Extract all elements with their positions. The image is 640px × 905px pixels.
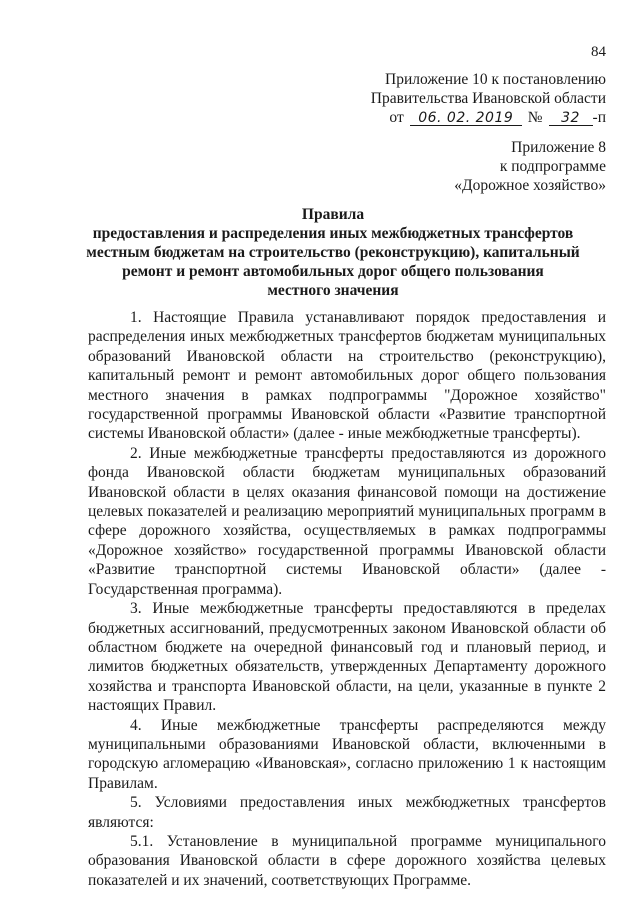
sub-appendix-line: Приложение 8 xyxy=(511,139,606,156)
number-label: № xyxy=(527,109,543,126)
paragraph-3: 3. Иные межбюджетные трансферты предоставляются в пределах бюджетных ассигнований, предусмотренных законом Ивановской области об областном бюджете на очередной финансовый год и плановый период, и лимитов бюджетных обязательств, утвержденных Департаменту дорожного хозяйства и транспорта Ивановской области, на цели, указанные в пункте 2 настоящих Правил. xyxy=(88,600,606,715)
appendix-line: Приложение 10 к постановлению xyxy=(385,71,606,88)
sub-appendix-line: к подпрограмме xyxy=(499,158,606,175)
appendix-header xyxy=(371,70,606,127)
title-line: местного значения xyxy=(267,282,399,299)
page-number: 84 xyxy=(591,44,606,60)
number-suffix: -п xyxy=(592,109,606,126)
paragraph-4: 4. Иные межбюджетные трансферты распределяются между муниципальными образованиями Ивановской области, включенными в городскую агломерацию «Ивановская», согласно приложению 1 к настоящим Правилам. xyxy=(88,716,606,792)
handwritten-number: 32 xyxy=(549,111,593,126)
document-body xyxy=(88,308,606,890)
title-line: предоставления и распределения иных межбюджетных трансфертов xyxy=(92,225,574,242)
sub-appendix-header xyxy=(454,138,606,195)
title-line: ремонт и ремонт автомобильных дорог общего пользования xyxy=(122,263,544,280)
from-label: от xyxy=(389,109,404,126)
sub-appendix-line: «Дорожное хозяйство» xyxy=(454,177,606,194)
decree-date-line xyxy=(371,108,606,127)
title-line: Правила xyxy=(301,206,365,223)
title-line: местным бюджетам на строительство (реконструкцию), капитальный xyxy=(86,244,580,261)
paragraph-5-1: 5.1. Установление в муниципальной программе муниципального образования Ивановской области в сфере дорожного хозяйства целевых показателей и их значений, соответствующих Программе. xyxy=(88,832,606,889)
appendix-line: Правительства Ивановской области xyxy=(370,90,606,107)
paragraph-2: 2. Иные межбюджетные трансферты предоставляются из дорожного фонда Ивановской области бюджетам муниципальных образований Ивановской области в целях оказания финансовой помощи на достижение целевых показателей и реализацию мероприятий муниципальных программ в сфере дорожного хозяйства, осуществляемых в рамках подпрограммы «Дорожное хозяйство» государственной программы Ивановской области «Развитие транспортной системы Ивановской области» (далее - Государственная программа). xyxy=(88,444,606,598)
document-title xyxy=(60,205,606,300)
handwritten-date: 06. 02. 2019 xyxy=(410,111,522,126)
paragraph-1: 1. Настоящие Правила устанавливают порядок предоставления и распределения иных межбюджетных трансфертов бюджетам муниципальных образований Ивановской области на строительство (реконструкцию), капитальный ремонт и ремонт автомобильных дорог общего пользования местного значения в рамках подпрограммы "Дорожное хозяйство" государственной программы Ивановской области «Развитие транспортной системы Ивановской области» (далее - иные межбюджетные трансферты). xyxy=(88,309,606,443)
paragraph-5: 5. Условиями предоставления иных межбюджетных трансфертов являются: xyxy=(88,794,606,831)
